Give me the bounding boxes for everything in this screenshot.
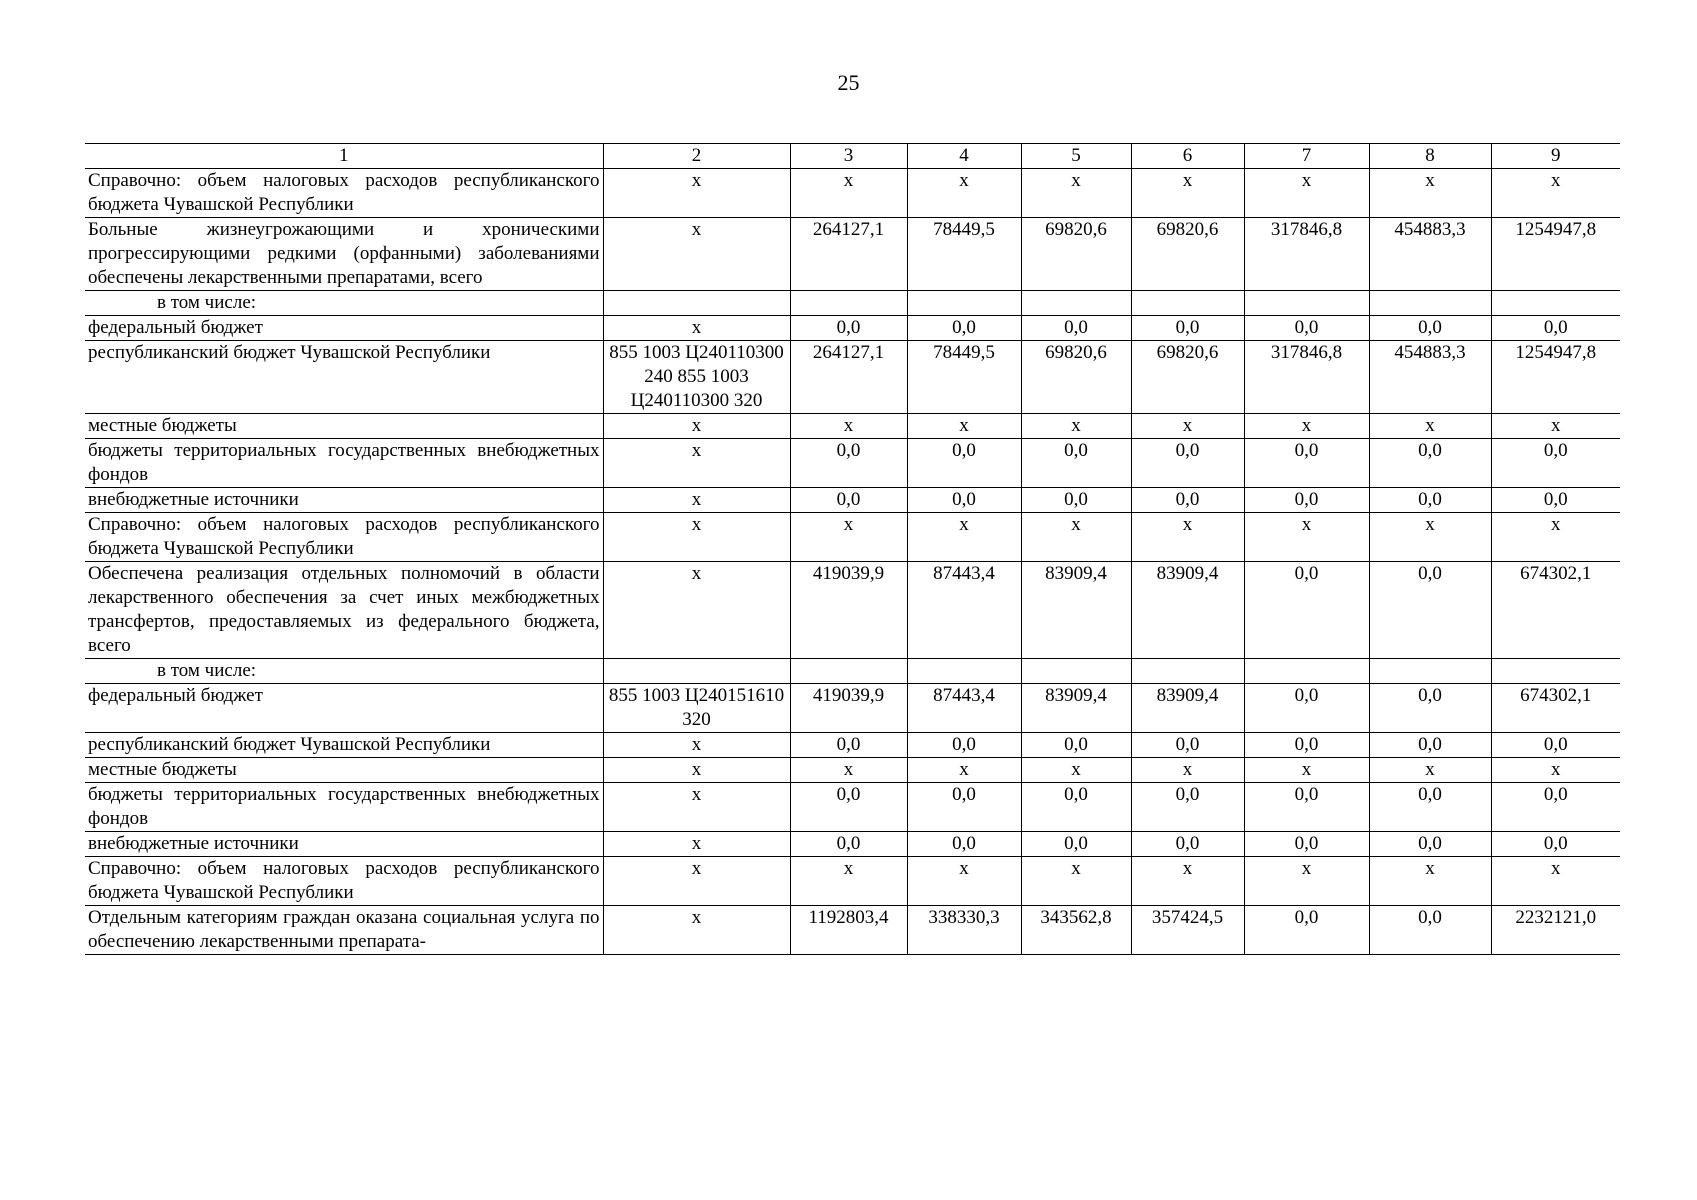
budget-code-cell: х [603,733,790,758]
value-cell: 454883,3 [1369,218,1491,291]
column-header: 6 [1131,144,1244,169]
value-cell: 0,0 [790,832,907,857]
value-cell [1369,291,1491,316]
value-cell: 87443,4 [907,684,1021,733]
value-cell: 2232121,0 [1491,906,1620,955]
value-cell: х [907,513,1021,562]
value-cell: 0,0 [1491,832,1620,857]
value-cell: 0,0 [1131,832,1244,857]
value-cell: 0,0 [1369,733,1491,758]
value-cell: 0,0 [1369,783,1491,832]
value-cell: 0,0 [1021,488,1131,513]
value-cell: х [907,414,1021,439]
table-row [85,857,1620,906]
value-cell: 0,0 [790,488,907,513]
budget-code-cell: х [603,169,790,218]
row-label: Больные жизнеугрожающими и хроническими прогрессирующими редкими (орфанными) заболеваниями обеспечены лекарственными препаратами, всего [85,218,603,291]
value-cell: х [1369,857,1491,906]
value-cell: х [907,758,1021,783]
budget-code-cell: х [603,218,790,291]
value-cell: 0,0 [907,783,1021,832]
table-row [85,758,1620,783]
value-cell: 419039,9 [790,562,907,659]
value-cell: х [1131,414,1244,439]
value-cell [1369,659,1491,684]
value-cell [1491,659,1620,684]
row-label: местные бюджеты [85,414,603,439]
row-label: Обеспечена реализация отдельных полномочий в области лекарственного обеспечения за счет иных межбюджетных трансфертов, предоставляемых из федерального бюджета, всего [85,562,603,659]
budget-code-cell: х [603,513,790,562]
value-cell [1131,291,1244,316]
table-row [85,341,1620,414]
table-row [85,488,1620,513]
value-cell: х [1244,513,1369,562]
value-cell: 0,0 [1021,783,1131,832]
budget-code-cell: х [603,832,790,857]
value-cell: х [1021,758,1131,783]
value-cell: 0,0 [1369,906,1491,955]
value-cell: х [1491,513,1620,562]
value-cell: 419039,9 [790,684,907,733]
budget-code-cell: х [603,906,790,955]
value-cell: х [1131,857,1244,906]
budget-code-cell: х [603,488,790,513]
value-cell: х [1021,857,1131,906]
value-cell: 0,0 [1244,906,1369,955]
row-label: бюджеты территориальных государственных внебюджетных фондов [85,783,603,832]
budget-code-cell: х [603,439,790,488]
value-cell: 69820,6 [1131,341,1244,414]
row-label: внебюджетные источники [85,832,603,857]
value-cell [1244,291,1369,316]
value-cell: 0,0 [1021,832,1131,857]
value-cell: х [790,857,907,906]
value-cell: 0,0 [907,733,1021,758]
table-header-row [85,144,1620,169]
row-label: бюджеты территориальных государственных внебюджетных фондов [85,439,603,488]
budget-table [85,143,1620,955]
value-cell: х [1021,414,1131,439]
value-cell: 1254947,8 [1491,341,1620,414]
table-row [85,291,1620,316]
table-row [85,169,1620,218]
row-label: местные бюджеты [85,758,603,783]
table-row [85,439,1620,488]
value-cell: 0,0 [1491,488,1620,513]
value-cell: 338330,3 [907,906,1021,955]
column-header: 4 [907,144,1021,169]
row-label: Отдельным категориям граждан оказана социальная услуга по обеспечению лекарственными препарата- [85,906,603,955]
value-cell [790,291,907,316]
table-row [85,783,1620,832]
value-cell: х [1491,857,1620,906]
row-label: Справочно: объем налоговых расходов республиканского бюджета Чувашской Республики [85,513,603,562]
row-label: республиканский бюджет Чувашской Республики [85,341,603,414]
row-label: в том числе: [85,659,603,684]
value-cell: 357424,5 [1131,906,1244,955]
value-cell: 674302,1 [1491,562,1620,659]
value-cell: 0,0 [1244,562,1369,659]
value-cell: х [1131,513,1244,562]
budget-code-cell: 855 1003 Ц240110300 240 855 1003 Ц240110300 320 [603,341,790,414]
value-cell: 0,0 [907,439,1021,488]
budget-code-cell: х [603,758,790,783]
table-row [85,414,1620,439]
value-cell: 0,0 [1244,832,1369,857]
budget-code-cell: х [603,783,790,832]
table-row [85,562,1620,659]
value-cell: 0,0 [1244,733,1369,758]
value-cell: 0,0 [1021,316,1131,341]
value-cell: х [1244,169,1369,218]
value-cell: 0,0 [1131,488,1244,513]
value-cell: 83909,4 [1131,562,1244,659]
budget-code-cell [603,291,790,316]
value-cell: 0,0 [907,832,1021,857]
value-cell: 264127,1 [790,341,907,414]
value-cell: х [1021,513,1131,562]
value-cell: 0,0 [1491,439,1620,488]
row-label: федеральный бюджет [85,316,603,341]
value-cell [790,659,907,684]
column-header: 7 [1244,144,1369,169]
value-cell: 78449,5 [907,218,1021,291]
value-cell: 674302,1 [1491,684,1620,733]
value-cell: 83909,4 [1021,684,1131,733]
value-cell: 0,0 [1131,783,1244,832]
value-cell: 0,0 [1369,316,1491,341]
value-cell: 0,0 [1369,684,1491,733]
column-header: 1 [85,144,603,169]
value-cell: х [1244,758,1369,783]
value-cell [1021,291,1131,316]
value-cell: 69820,6 [1131,218,1244,291]
value-cell: 1254947,8 [1491,218,1620,291]
value-cell: х [1491,758,1620,783]
page-number: 25 [837,70,860,95]
budget-code-cell: х [603,562,790,659]
value-cell: 69820,6 [1021,218,1131,291]
value-cell: х [1491,169,1620,218]
value-cell [1021,659,1131,684]
value-cell: х [1369,758,1491,783]
value-cell [1491,291,1620,316]
value-cell: х [790,414,907,439]
value-cell: х [790,169,907,218]
value-cell: х [1369,513,1491,562]
value-cell: 0,0 [790,733,907,758]
value-cell: 0,0 [1369,439,1491,488]
value-cell: 317846,8 [1244,218,1369,291]
budget-code-cell: х [603,857,790,906]
value-cell: х [1369,414,1491,439]
value-cell: 343562,8 [1021,906,1131,955]
value-cell: 0,0 [1244,684,1369,733]
row-label: внебюджетные источники [85,488,603,513]
value-cell: 78449,5 [907,341,1021,414]
row-label: в том числе: [85,291,603,316]
value-cell: 0,0 [1491,783,1620,832]
row-label: республиканский бюджет Чувашской Республики [85,733,603,758]
value-cell: 0,0 [907,316,1021,341]
value-cell: 0,0 [1021,439,1131,488]
table-row [85,659,1620,684]
value-cell: 0,0 [1491,316,1620,341]
table-row [85,684,1620,733]
table-row [85,906,1620,955]
value-cell: 0,0 [1244,439,1369,488]
column-header: 5 [1021,144,1131,169]
value-cell: х [790,513,907,562]
value-cell: 454883,3 [1369,341,1491,414]
value-cell: 83909,4 [1021,562,1131,659]
value-cell [907,291,1021,316]
budget-code-cell: х [603,414,790,439]
value-cell: 0,0 [1369,832,1491,857]
column-header: 8 [1369,144,1491,169]
value-cell: 87443,4 [907,562,1021,659]
value-cell: 0,0 [790,439,907,488]
column-header: 9 [1491,144,1620,169]
value-cell: 0,0 [1021,733,1131,758]
column-header: 2 [603,144,790,169]
value-cell: 0,0 [1131,439,1244,488]
value-cell: х [1244,857,1369,906]
value-cell: 83909,4 [1131,684,1244,733]
table-row [85,218,1620,291]
value-cell [1244,659,1369,684]
budget-code-cell: 855 1003 Ц240151610 320 [603,684,790,733]
table-row [85,316,1620,341]
value-cell: 0,0 [790,316,907,341]
value-cell: 1192803,4 [790,906,907,955]
column-header: 3 [790,144,907,169]
value-cell: х [1131,758,1244,783]
value-cell: 0,0 [790,783,907,832]
value-cell: 0,0 [1131,316,1244,341]
value-cell: 0,0 [907,488,1021,513]
value-cell: 0,0 [1369,562,1491,659]
table-row [85,733,1620,758]
value-cell: х [907,169,1021,218]
row-label: Справочно: объем налоговых расходов республиканского бюджета Чувашской Республики [85,169,603,218]
row-label: федеральный бюджет [85,684,603,733]
value-cell: 0,0 [1131,733,1244,758]
value-cell: х [1491,414,1620,439]
value-cell: 317846,8 [1244,341,1369,414]
budget-code-cell: х [603,316,790,341]
value-cell: 0,0 [1244,783,1369,832]
budget-code-cell [603,659,790,684]
value-cell: х [1021,169,1131,218]
value-cell: х [907,857,1021,906]
value-cell: х [1369,169,1491,218]
value-cell: х [1244,414,1369,439]
value-cell: 0,0 [1244,316,1369,341]
table-row [85,832,1620,857]
table-row [85,513,1620,562]
value-cell: 69820,6 [1021,341,1131,414]
value-cell: х [790,758,907,783]
value-cell: 0,0 [1244,488,1369,513]
value-cell: 0,0 [1491,733,1620,758]
value-cell [1131,659,1244,684]
value-cell: 0,0 [1369,488,1491,513]
row-label: Справочно: объем налоговых расходов республиканского бюджета Чувашской Республики [85,857,603,906]
value-cell: х [1131,169,1244,218]
value-cell [907,659,1021,684]
value-cell: 264127,1 [790,218,907,291]
